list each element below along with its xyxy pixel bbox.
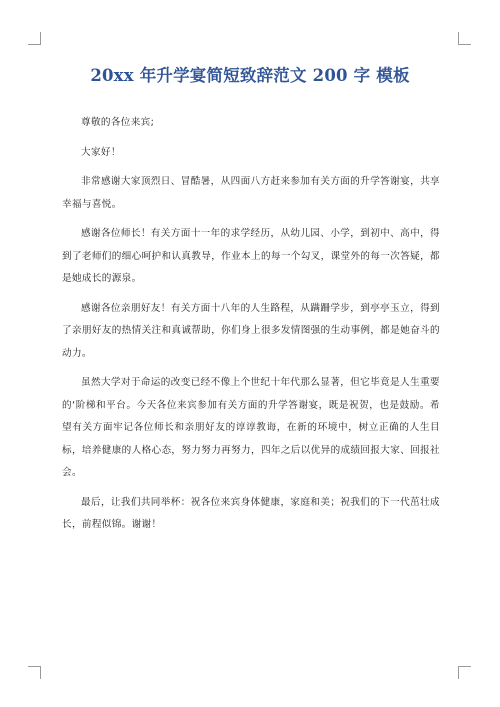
document-body [62,112,440,537]
crop-mark-bottom-right [458,666,471,679]
paragraph-thanks-guests: 非常感谢大家顶烈日、冒酷暑，从四面八方赶来参加有关方面的升学答谢宴，共享幸福与喜悦。 [62,176,440,210]
paragraph-closing-toast: 最后，让我们共同举杯：祝各位来宾身体健康，家庭和美；祝我们的下一代茁壮成长，前程似锦。谢谢！ [62,496,440,530]
document-title: 20xx 年升学宴简短致辞范文 200 字 模板 [90,66,410,85]
greeting: 大家好！ [81,146,121,158]
paragraph-thanks-relatives: 感谢各位亲朋好友！有关方面十八年的人生路程，从蹒跚学步，到亭亭玉立，得到了亲朋好友的热情关注和真诚帮助，你们身上很多发情图强的生动事例，都是她奋斗的动力。 [62,302,440,359]
paragraph-thanks-teachers: 感谢各位师长！有关方面十一年的求学经历，从幼儿园、小学，到初中、高中，得到了老师们的细心呵护和认真教导，作业本上的每一个勾叉，课堂外的每一次答疑，都是她成长的源泉。 [62,228,440,284]
crop-mark-top-right [458,32,471,45]
crop-mark-bottom-left [28,666,41,679]
salutation: 尊敬的各位来宾; [81,117,155,128]
crop-mark-top-left [28,32,41,45]
paragraph-hopes: 虽然大学对于命运的改变已经不像上个世纪十年代那么显著，但它毕竟是人生重要的‘阶梯和平台。今天各位来宾参加有关方面的升学答谢宴，既是祝贺，也是鼓励。希望有关方面牢记各位师长和亲朋好友的谆谆教诲，在新的环境中，树立正确的人生目标，培养健康的人格心态，努力努力再努力，四年之后以优异的成绩回报大家、回报社会。 [62,377,440,478]
